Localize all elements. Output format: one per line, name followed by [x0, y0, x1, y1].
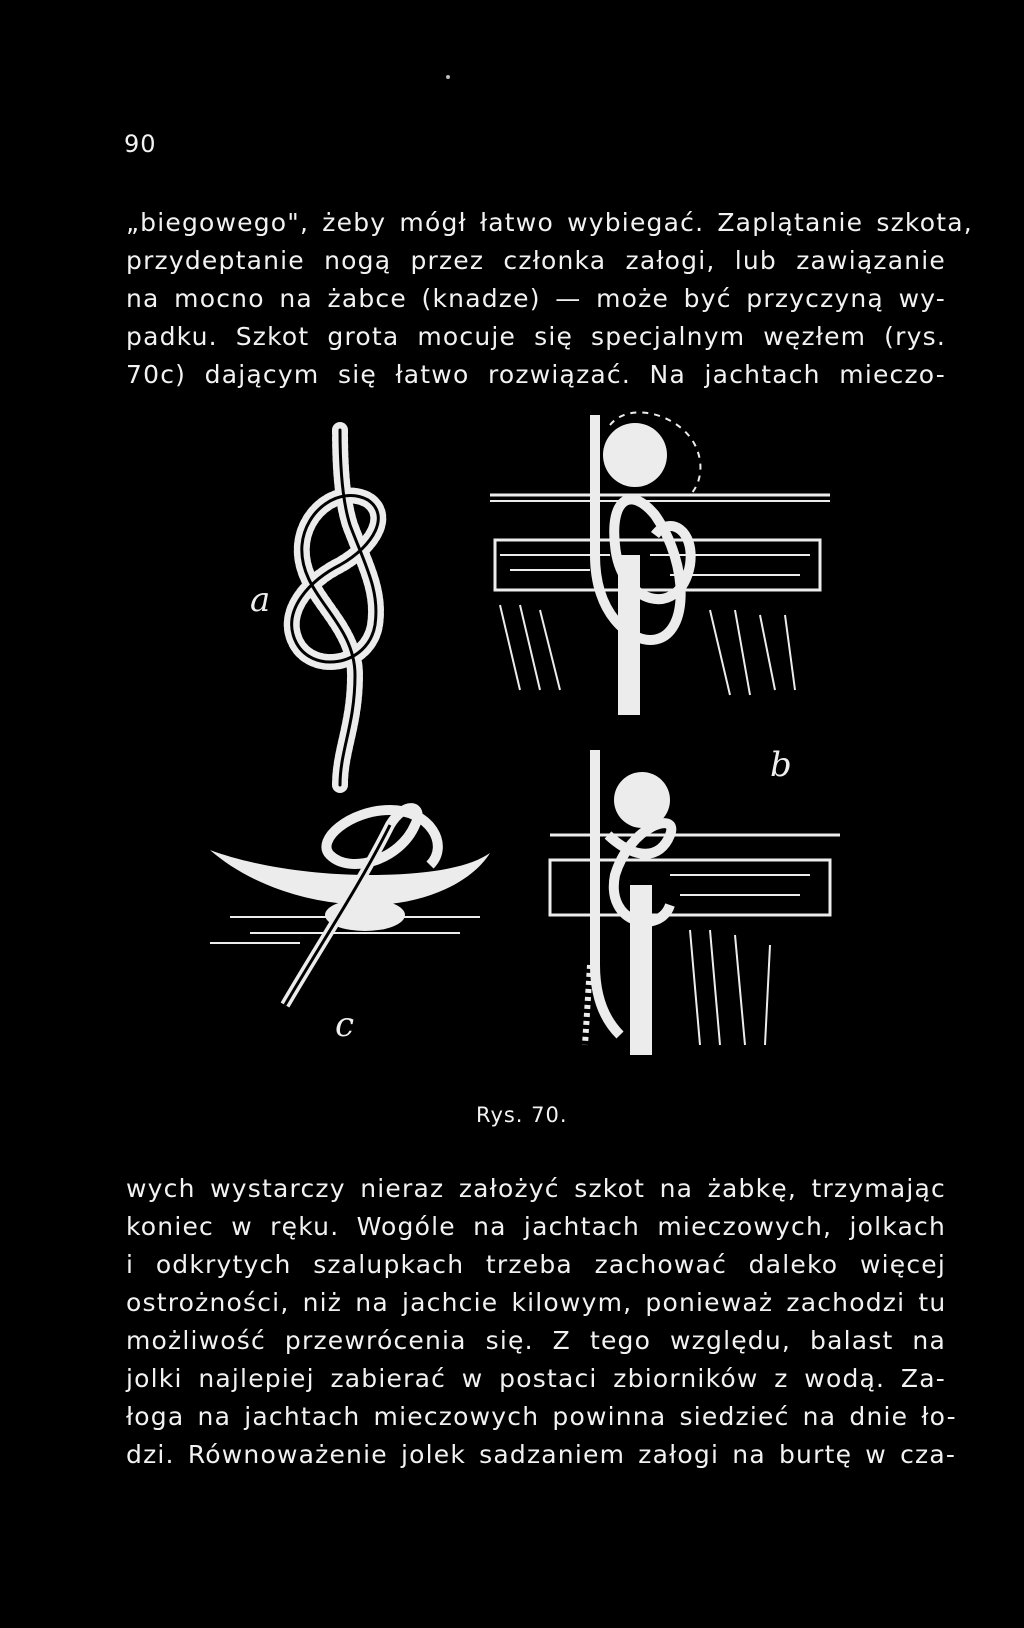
- page-number: 90: [124, 130, 157, 158]
- text-line: na mocno na żabce (knadze) — może być przyczyną wy-: [126, 284, 946, 313]
- text-line: przydeptanie nogą przez członka załogi, lub zawiązanie: [126, 246, 946, 275]
- dust-speck: [446, 75, 450, 79]
- figure-caption: Rys. 70.: [476, 1103, 568, 1127]
- figure-eight-knot-drawing: [292, 430, 379, 785]
- text-line: możliwość przewrócenia się. Z tego względu, balast na: [126, 1326, 946, 1355]
- text-line: 70c) dającym się łatwo rozwiązać. Na jachtach mieczo-: [126, 360, 946, 389]
- knot-illustration: [190, 405, 890, 1105]
- text-line: łoga na jachtach mieczowych powinna siedzieć na dnie ło-: [126, 1402, 957, 1431]
- text-line: padku. Szkot grota mocuje się specjalnym węzłem (rys.: [126, 322, 946, 351]
- paragraph-top: [126, 204, 973, 394]
- horn-cleat-knot-drawing: [210, 808, 490, 1005]
- text-line: i odkrytych szalupkach trzeba zachować daleko więcej: [126, 1250, 946, 1279]
- cleat-hitch-top-drawing: [490, 412, 830, 715]
- figure-label-a: a: [250, 580, 271, 620]
- figure-label-c: c: [335, 1005, 355, 1045]
- paragraph-bottom: [126, 1170, 957, 1474]
- figure-label-b: b: [770, 745, 792, 785]
- text-line: dzi. Równoważenie jolek sadzaniem załogi na burtę w cza-: [126, 1440, 957, 1469]
- cleat-hitch-bottom-drawing: [550, 750, 840, 1055]
- text-line: koniec w ręku. Wogóle na jachtach mieczowych, jolkach: [126, 1212, 946, 1241]
- text-line: ostrożności, niż na jachcie kilowym, ponieważ zachodzi tu: [126, 1288, 947, 1317]
- text-line: „biegowego", żeby mógł łatwo wybiegać. Zaplątanie szkota,: [126, 208, 973, 237]
- text-line: wych wystarczy nieraz założyć szkot na żabkę, trzymając: [126, 1174, 946, 1203]
- text-line: jolki najlepiej zabierać w postaci zbiorników z wodą. Za-: [126, 1364, 946, 1393]
